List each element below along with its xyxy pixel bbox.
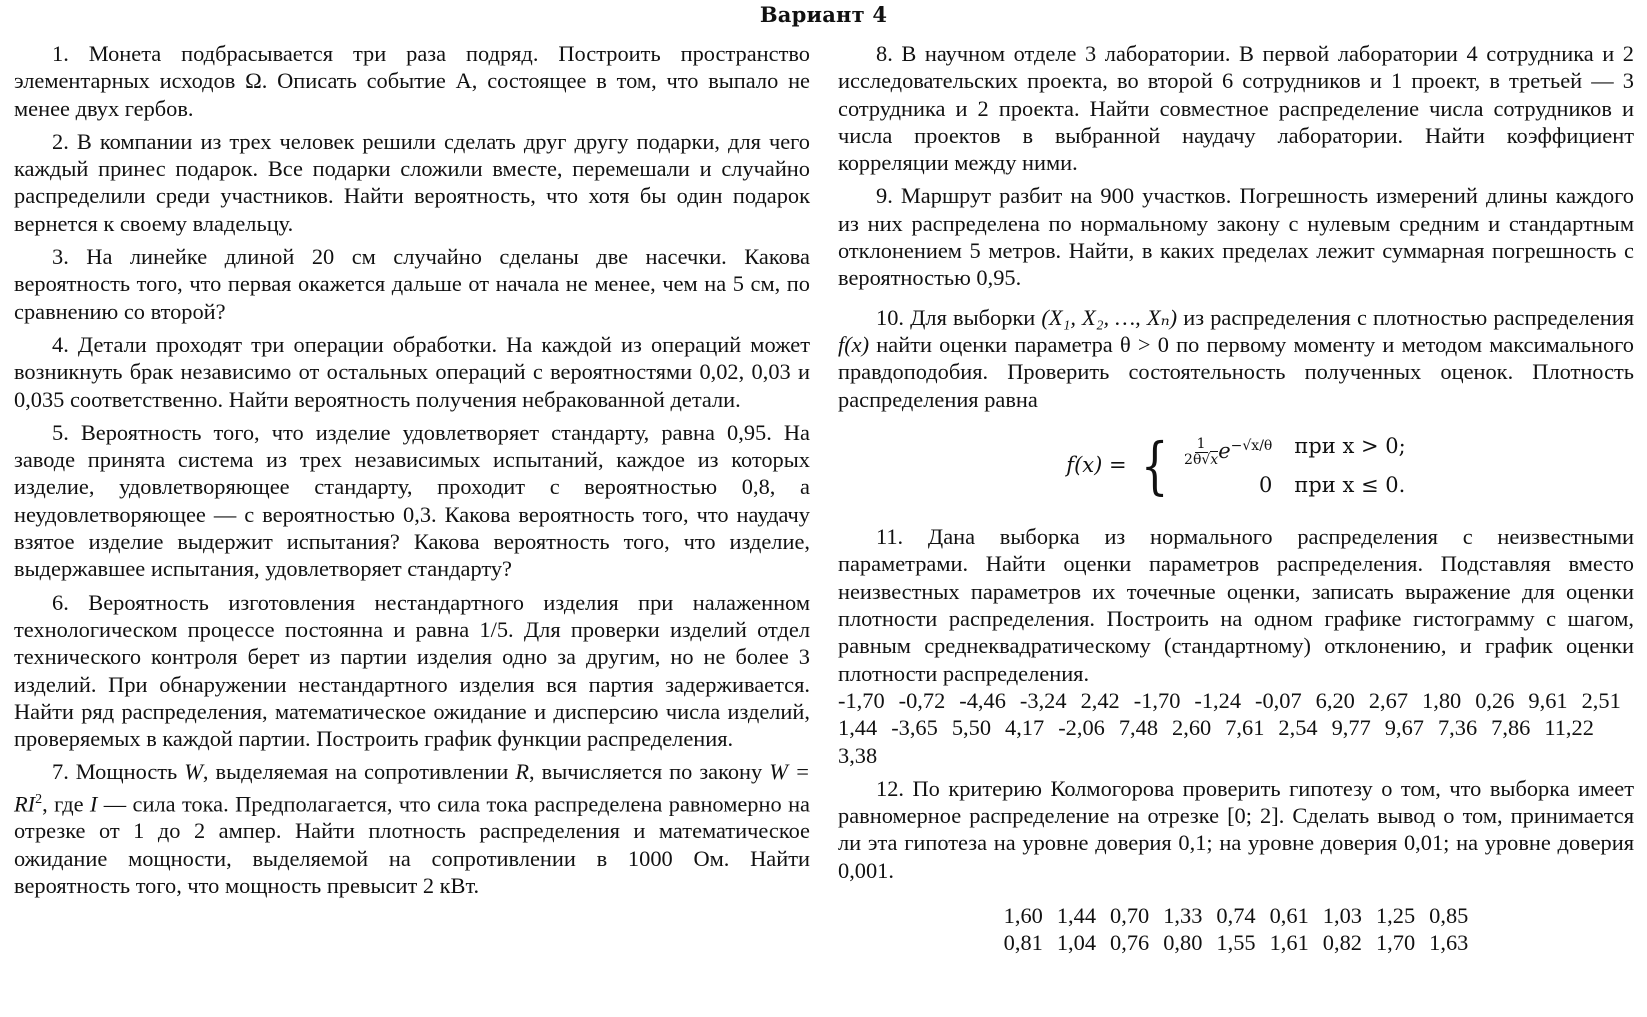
problem-10-text: найти оценки параметра xyxy=(869,331,1120,357)
problem-12-sample xyxy=(838,902,1634,957)
sample-value: 1,80 xyxy=(1422,687,1462,713)
sample-value: 3,38 xyxy=(838,742,878,768)
math-R: R xyxy=(515,759,530,785)
sample-value: 7,86 xyxy=(1491,715,1531,741)
left-brace: { xyxy=(1140,429,1169,502)
sample-value: -1,24 xyxy=(1194,687,1242,713)
sample-value: 1,04 xyxy=(1056,930,1097,956)
exp-exponent: −√x/θ xyxy=(1230,437,1273,454)
sample-value: -4,46 xyxy=(959,687,1006,713)
sample-value: 2,42 xyxy=(1080,687,1120,713)
density-formula xyxy=(838,429,1634,502)
denominator-x: x xyxy=(1210,451,1219,468)
sample-value: 2,54 xyxy=(1278,715,1318,741)
math-theta-condition: θ > 0 xyxy=(1119,331,1169,357)
sample-value: -3,24 xyxy=(1019,687,1067,713)
sample-value: 1,03 xyxy=(1322,903,1362,929)
exp-base: e xyxy=(1218,438,1231,463)
math-exponent: 2 xyxy=(35,791,43,807)
sample-value: 1,33 xyxy=(1163,903,1203,929)
fraction-denominator xyxy=(1184,453,1218,468)
problem-12: 12. По критерию Колмогорова проверить гипотезу о том, что выборка имеет равномерное распределение на отрезке [0; 2]. Сделать вывод о том, принимается ли эта гипотеза на уровне доверия 0,1; на уровне доверия 0,01; на уровне доверия 0,001. xyxy=(838,775,1634,883)
sample-value: 6,20 xyxy=(1315,687,1355,713)
sample-value: 0,76 xyxy=(1110,930,1150,956)
problem-10-text: по первому моменту и методом максимального правдоподобия. Проверить состоятельность полученных оценок. Плотность распределения равна xyxy=(838,331,1634,412)
sample-value: -1,70 xyxy=(838,687,885,713)
sample-value: 1,44 xyxy=(1056,903,1097,929)
sample-value: 0,80 xyxy=(1163,930,1203,956)
case-1-value xyxy=(1184,433,1272,468)
problem-9: 9. Маршрут разбит на 900 участков. Погрешность измерений длины каждого из них распределена по нормальному закону с нулевым средним и стандартным отклонением 5 метров. Найти, в каких пределах лежит суммарная погрешность с вероятностью 0,95. xyxy=(838,183,1634,291)
math-I: I xyxy=(89,791,98,817)
problem-10-text: из распределения с плотностью распределения xyxy=(1177,304,1634,330)
case-2-condition: при x ≤ 0. xyxy=(1294,472,1406,497)
problem-3: 3. На линейке длиной 20 см случайно сделаны две насечки. Какова вероятность того, что первая окажется дальше от начала не менее, чем на 5 см, по сравнению со второй? xyxy=(14,244,810,324)
problem-6: 6. Вероятность изготовления нестандартного изделия при налаженном технологическом процессе постоянна и равна 1/5. Для проверки изделий отдел технического контроля берет из партии изделия одно за другим, но не более 3 изделий. При обнаружении нестандартного изделия вся партия задерживается. Найти ряд распределения, математическое ожидание и дисперсию числа изделий, проверяемых в каждой партии. Построить график функции распределения. xyxy=(14,589,810,752)
sample-value: 2,51 xyxy=(1581,687,1621,713)
formula-cases xyxy=(1184,433,1406,499)
fraction-numerator: 1 xyxy=(1196,435,1206,452)
sample-value: 1,55 xyxy=(1216,930,1256,956)
problem-10 xyxy=(838,304,1634,413)
problem-2: 2. В компании из трех человек решили сделать друг другу подарки, для чего каждый принес подарок. Все подарки сложили вместе, перемешали и случайно распределили среди участников. Найти вероятность, что хотя бы один подарок вернется к своему владельцу. xyxy=(14,128,810,236)
left-column xyxy=(14,40,810,905)
sample-value: 1,25 xyxy=(1375,903,1416,929)
sample-value: 7,48 xyxy=(1118,715,1159,741)
problem-7-text: 7. Мощность xyxy=(52,759,185,785)
sample-value: 0,26 xyxy=(1475,687,1515,713)
problem-7-text: , выделяемая на сопротивлении xyxy=(202,759,516,785)
sample-value: 1,44 xyxy=(838,715,878,741)
problem-7-text: — сила тока. Предполагается, что сила тока распределена равномерно на отрезке от 1 до 2 ампер. Найти плотность распределения и математическое ожидание мощности, выделяемой на сопротивлении в 1000 Ом. Найти вероятность того, что мощность превысит 2 кВт. xyxy=(14,791,810,899)
sample-value: 0,81 xyxy=(1003,930,1043,956)
sample-value: 9,61 xyxy=(1528,687,1568,713)
sample-value: 7,36 xyxy=(1437,715,1478,741)
sample-value: 1,61 xyxy=(1269,930,1309,956)
sample-value: 7,61 xyxy=(1225,715,1265,741)
case-2-value: 0 xyxy=(1258,472,1273,497)
fraction xyxy=(1184,437,1218,468)
math-W: W xyxy=(184,759,203,785)
sample-value: 0,85 xyxy=(1429,903,1469,929)
denominator-prefix: 2θ√ xyxy=(1184,451,1211,468)
problem-1: 1. Монета подбрасывается три раза подряд. Построить пространство элементарных исходов Ω. Описать событие A, состоящее в том, что выпало не менее двух гербов. xyxy=(14,41,810,121)
math-sample: (X₁, X₂, …, Xₙ) xyxy=(1041,304,1178,330)
sample-value: 5,50 xyxy=(951,715,992,741)
problem-7-text: , вычисляется по закону xyxy=(529,759,770,785)
math-fx: f(x) xyxy=(838,331,870,357)
problem-7 xyxy=(14,758,810,899)
math-power-law: W = RI xyxy=(14,759,810,817)
sample-value: 1,70 xyxy=(1375,930,1416,956)
variant-title: Вариант 4 xyxy=(759,2,888,27)
problem-5: 5. Вероятность того, что изделие удовлетворяет стандарту, равна 0,95. На заводе принята система из трех независимых испытаний, каждое из которых изделие, удовлетворяющее стандарту, проходит с вероятностью 0,8, а неудовлетворяющее — с вероятностью 0,3. Какова вероятность того, что наудачу взятое изделие выдержит испытания? Какова вероятность того, что изделие, выдержавшее испытания, удовлетворяет стандарту? xyxy=(14,419,810,582)
formula-lhs: f(x) = xyxy=(1066,453,1127,478)
sample-value: 1,60 xyxy=(1003,903,1043,929)
problem-4: 4. Детали проходят три операции обработки. На каждой из операций может возникнуть брак независимо от остальных операций с вероятностями 0,02, 0,03 и 0,035 соответственно. Найти вероятность получения небракованной детали. xyxy=(14,331,810,412)
sample-value: 0,74 xyxy=(1216,903,1256,929)
sample-value: 2,60 xyxy=(1172,715,1212,741)
problem-7-text: , где xyxy=(42,791,90,817)
sample-value: -0,07 xyxy=(1255,687,1302,713)
sample-value: -1,70 xyxy=(1133,687,1181,713)
right-column xyxy=(838,40,1634,957)
problem-8: 8. В научном отделе 3 лаборатории. В первой лаборатории 4 сотрудника и 2 исследовательских проекта, во второй 6 сотрудников и 1 проект, в третьей — 3 сотрудника и 2 проекта. Найти совместное распределение числа сотрудников и числа проектов в выбранной наудачу лаборатории. Найти коэффициент корреляции между ними. xyxy=(838,41,1634,176)
sample-value: -0,72 xyxy=(898,687,946,713)
sample-value: -2,06 xyxy=(1058,715,1105,741)
sample-value: 0,70 xyxy=(1110,903,1150,929)
case-1-condition: при x > 0; xyxy=(1294,433,1406,458)
sample-value: -3,65 xyxy=(891,715,938,741)
sample-value: 11,22 xyxy=(1544,715,1594,741)
problem-10-text: 10. Для выборки xyxy=(876,304,1042,330)
sample-value: 9,77 xyxy=(1331,715,1371,741)
sample-value: 0,61 xyxy=(1269,903,1309,929)
sample-value: 9,67 xyxy=(1384,715,1424,741)
sample-value: 0,82 xyxy=(1322,930,1362,956)
sample-value: 2,67 xyxy=(1368,687,1409,713)
sample-value: 4,17 xyxy=(1005,715,1045,741)
problem-11: 11. Дана выборка из нормального распределения с неизвестными параметрами. Найти оценки параметров распределения. Подставляя вместо неизвестных параметров их точечные оценки, записать выражение для оценки плотности распределения. Построить на одном графике гистограмму с шагом, равным среднеквадратическому (стандартному) отклонению, и график оценки плотности распределения. xyxy=(838,524,1634,686)
sample-value: 1,63 xyxy=(1429,930,1469,956)
problem-11-sample xyxy=(838,687,1634,769)
